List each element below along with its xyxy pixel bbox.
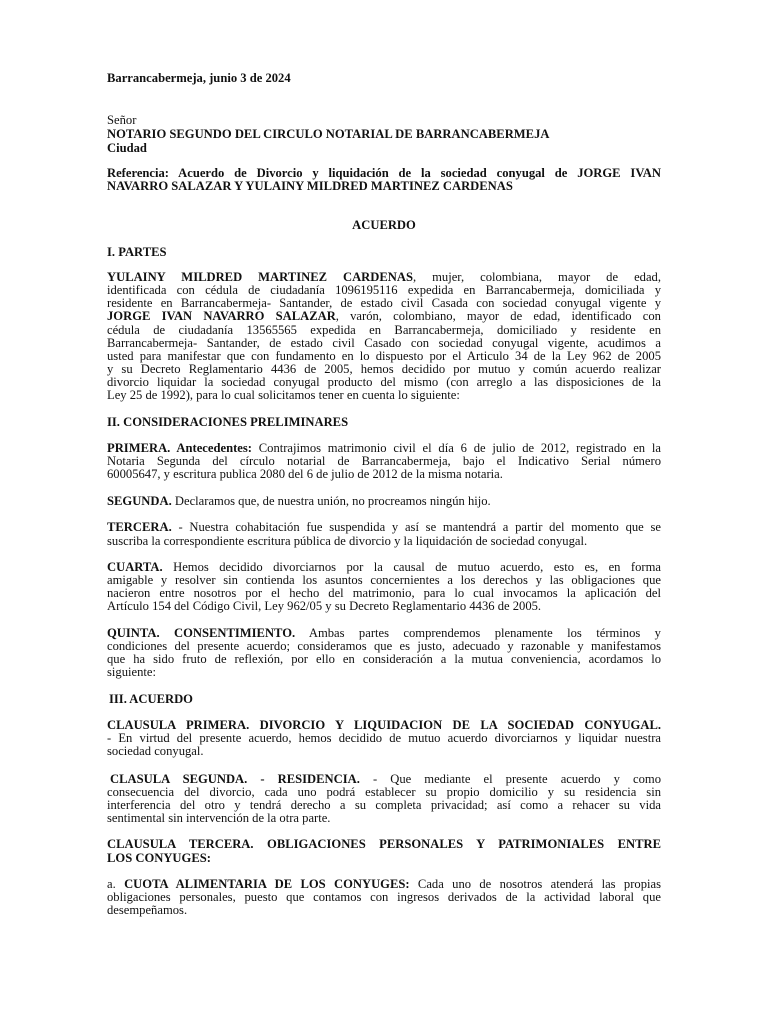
consideration-tercera-line	[107, 521, 661, 534]
consideration-label: PRIMERA. Antecedentes:	[107, 441, 252, 455]
section-heading-parties: I. PARTES	[107, 245, 167, 259]
consideration-segunda	[107, 495, 661, 508]
party-name: YULAINY MILDRED MARTINEZ CARDENAS	[107, 270, 413, 284]
letter-date: Barrancabermeja, junio 3 de 2024	[107, 71, 291, 85]
consideration-tercera-line: suscriba la correspondiente escritura pública de divorcio y la liquidación de sociedad conyugal.	[107, 534, 588, 548]
parties-paragraph-line: cédula de ciudadanía 13565565 expedida en Barrancabermeja, domiciliado y residente en	[107, 323, 661, 337]
addressee-office: NOTARIO SEGUNDO DEL CIRCULO NOTARIAL DE BARRANCABERMEJA	[107, 127, 550, 141]
clause-label: CUOTA ALIMENTARIA DE LOS CONYUGES:	[115, 877, 410, 891]
clause-tercera-title: LOS CONYUGES:	[107, 851, 211, 865]
clause-segunda-line: consecuencia del divorcio, cada uno podrá establecer su propio domicilio y su residencia sin	[107, 785, 661, 799]
clause-segunda-line: sentimental sin intervención de la otra parte.	[107, 811, 331, 825]
consideration-label: SEGUNDA.	[107, 494, 172, 508]
parties-paragraph-line: usted para manifestar que con fundamento en lo dispuesto por el Articulo 34 de la Ley 962 de 2005	[107, 349, 661, 363]
clause-label: CLASULA SEGUNDA. - RESIDENCIA.	[110, 772, 360, 786]
consideration-text: Hemos decidido divorciarnos por la causal de mutuo acuerdo, esto es, en forma	[162, 560, 661, 574]
clause-segunda-line: interferencia del otro y tendrá derecho a su completa privacidad; así como a rehacer su vida	[107, 798, 661, 812]
consideration-label: QUINTA. CONSENTIMIENTO.	[107, 626, 296, 640]
section-heading-agreement: III. ACUERDO	[109, 692, 193, 706]
party-name: JORGE IVAN NAVARRO SALAZAR	[107, 309, 336, 323]
consideration-label: CUARTA.	[107, 560, 163, 574]
consideration-quinta-line: condiciones del presente acuerdo; consideramos que es justo, adecuado y razonable y manifestamos	[107, 639, 661, 653]
addressee-city: Ciudad	[107, 141, 147, 155]
parties-paragraph-line: residente en Barrancabermeja- Santander, de estado civil Casada con sociedad conyugal vigente y	[107, 296, 661, 310]
item-prefix: a.	[107, 877, 116, 891]
consideration-cuarta-line: amigable y resolver sin contienda los asuntos concernientes a los derechos y las obligaciones que	[107, 573, 661, 587]
consideration-quinta-line: que ha sido fruto de reflexión, por ello en consideración a la mutua conveniencia, acordamos lo	[107, 652, 661, 666]
consideration-text: Declaramos que, de nuestra unión, no procreamos ningún hijo.	[171, 494, 491, 508]
party-text: , mujer, colombiana, mayor de edad,	[412, 270, 661, 284]
clause-tercera-a-line: desempeñamos.	[107, 903, 188, 917]
consideration-text: - Nuestra cohabitación fue suspendida y así se mantendrá a partir del momento que se	[171, 520, 661, 534]
clause-primera-line: - En virtud del presente acuerdo, hemos decidido de mutuo acuerdo divorciarnos y liquidar nuestra	[107, 731, 661, 745]
clause-text: Cada uno de nosotros atenderá las propias	[409, 877, 661, 891]
clause-tercera-title: CLAUSULA TERCERA. OBLIGACIONES PERSONALES Y PATRIMONIALES ENTRE	[107, 837, 661, 851]
consideration-cuarta-line: Artículo 154 del Código Civil, Ley 962/05 y su Decreto Reglamentario 4436 de 2005.	[107, 599, 542, 613]
reference-line: Referencia: Acuerdo de Divorcio y liquidación de la sociedad conyugal de JORGE IVAN	[107, 166, 661, 180]
party-text: , varón, colombiano, mayor de edad, identificado con	[335, 309, 661, 323]
consideration-primera-line: Notaria Segunda del círculo notarial de Barrancabermeja, bajo el Indicativo Serial número	[107, 454, 661, 468]
consideration-primera-line: 60005647, y escritura publica 2080 del 6 de julio de 2012 de la misma notaria.	[107, 467, 503, 481]
parties-paragraph-line: Ley 25 de 1992), para lo cual solicitamos tener en cuenta lo siguiente:	[107, 388, 460, 402]
parties-paragraph-line: y su Decreto Reglamentario 4436 de 2005, hemos decidido por mutuo y común acuerdo realizar	[107, 362, 661, 376]
parties-paragraph-line: divorcio liquidar la sociedad conyugal producto del mismo (con arreglo a las disposiciones de la	[107, 375, 661, 389]
parties-paragraph-line: identificada con cédula de ciudadanía 1096195116 expedida en Barrancabermeja, domiciliada y	[107, 283, 661, 297]
clause-primera-title: CLAUSULA PRIMERA. DIVORCIO Y LIQUIDACION DE LA SOCIEDAD CONYUGAL.	[107, 718, 661, 732]
consideration-text: Contrajimos matrimonio civil el día 6 de julio de 2012, registrado en la	[251, 441, 661, 455]
salutation: Señor	[107, 113, 137, 127]
reference-line: NAVARRO SALAZAR Y YULAINY MILDRED MARTINEZ CARDENAS	[107, 179, 513, 193]
document-title: ACUERDO	[352, 218, 416, 232]
consideration-cuarta-line: nacieron entre nosotros por el hecho del matrimonio, para lo cual invocamos la aplicación del	[107, 586, 661, 600]
consideration-text: Ambas partes comprendemos plenamente los términos y	[295, 626, 661, 640]
parties-paragraph-line	[107, 310, 661, 323]
consideration-label: TERCERA.	[107, 520, 172, 534]
section-heading-considerations: II. CONSIDERACIONES PRELIMINARES	[107, 415, 349, 429]
consideration-quinta-line: siguiente:	[107, 665, 156, 679]
clause-primera-line: sociedad conyugal.	[107, 744, 204, 758]
clause-text: - Que mediante el presente acuerdo y como	[359, 772, 661, 786]
clause-tercera-a-line: obligaciones personales, puesto que contamos con ingresos derivados de la actividad laboral que	[107, 890, 661, 904]
parties-paragraph-line: Barrancabermeja- Santander, de estado civil Casado con sociedad conyugal vigente, acudimos a	[107, 336, 661, 350]
